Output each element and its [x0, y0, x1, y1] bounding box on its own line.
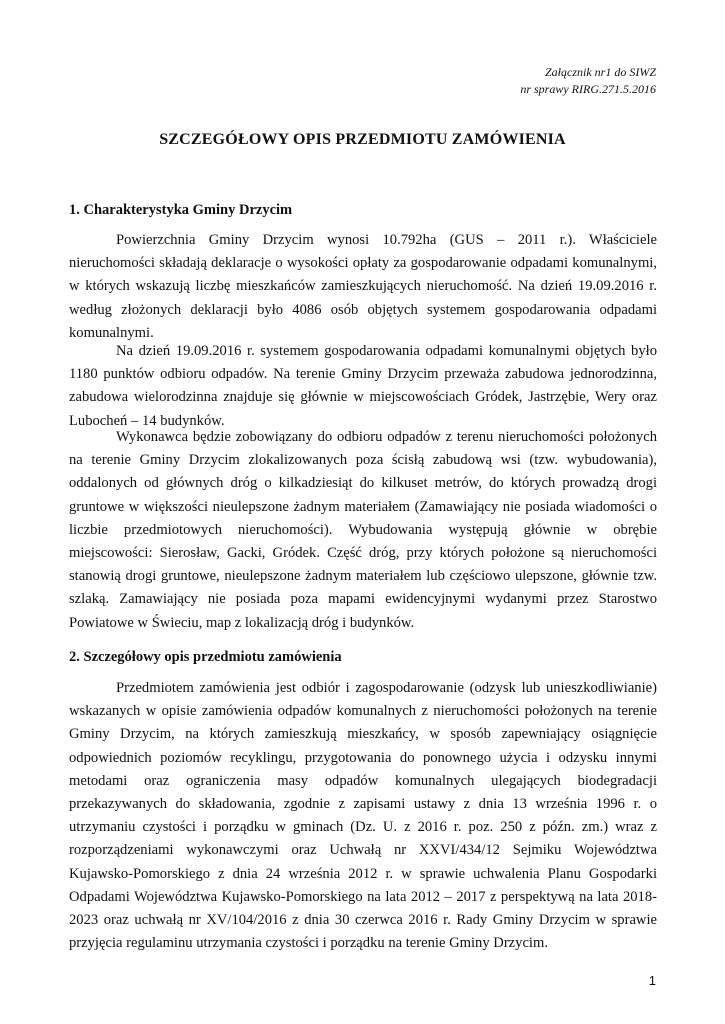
annex-line: Załącznik nr1 do SIWZ [545, 65, 656, 79]
section-2-paragraph-1: Przedmiotem zamówienia jest odbiór i zagospodarowanie (odzysk lub unieszkodliwianie) wskazanych w opisie zamówienia odpadów komunalnych z nieruchomości położonych na terenie Gminy Drzycim, na których zamieszkują mieszkańcy, w sposób zapewniający osiągnięcie odpowiednich poziomów recyklingu, przygotowania do ponownego użycia i odzysku innymi metodami oraz ograniczenia masy odpadów komunalnych ulegających biodegradacji przekazywanych do składowania, zgodnie z zapisami ustawy z dnia 13 września 1996 r. o utrzymaniu czystości i porządku w gminach (Dz. U. z 2016 r. poz. 250 z późn. zm.) wraz z rozporządzeniami wykonawczymi oraz Uchwałą nr XXVI/434/12 Sejmiku Województwa Kujawsko-Pomorskiego z dnia 24 września 2012 r. w sprawie uchwalenia Planu Gospodarki Odpadami Województwa Kujawsko-Pomorskiego na lata 2012 – 2017 z perspektywą na lata 2018-2023 oraz uchwałą nr XV/104/2016 z dnia 30 czerwca 2016 r. Rady Gminy Drzycim w sprawie przyjęcia regulaminu utrzymania czystości i porządku na terenie Gminy Drzycim. [69, 680, 657, 952]
section-1-paragraph-1: Powierzchnia Gminy Drzycim wynosi 10.792ha (GUS – 2011 r.). Właściciele nieruchomości składają deklaracje o wysokości opłaty za gospodarowanie odpadami komunalnymi, w których wskazują liczbę mieszkańców zamieszkujących nieruchomość. Na dzień 19.09.2016 r. według złożonych deklaracji było 4086 osób objętych systemem gospodarowania odpadami komunalnymi. [69, 232, 657, 341]
section-1-heading: 1. Charakterystyka Gminy Drzycim [69, 202, 293, 218]
section-2-heading: 2. Szczegółowy opis przedmiotu zamówienia [69, 649, 342, 665]
annex-reference [520, 64, 656, 98]
page-number: 1 [648, 973, 656, 988]
document-title: SZCZEGÓŁOWY OPIS PRZEDMIOTU ZAMÓWIENIA [159, 131, 566, 148]
section-1-paragraph-2: Na dzień 19.09.2016 r. systemem gospodarowania odpadami komunalnymi objętych było 1180 punktów odbioru odpadów. Na terenie Gminy Drzycim przeważa zabudowa jednorodzinna, zabudowa wielorodzinna znajduje się głównie w miejscowościach Gródek, Jastrzębie, Wery oraz Lubocheń – 14 budynków. [69, 343, 657, 429]
case-number-line: nr sprawy RIRG.271.5.2016 [520, 82, 656, 96]
section-1-paragraph-3: Wykonawca będzie zobowiązany do odbioru odpadów z terenu nieruchomości położonych na terenie Gminy Drzycim zlokalizowanych poza ścisłą zabudową wsi (tzw. wybudowania), oddalonych od głównych dróg o kilkadziesiąt do kilkuset metrów, do których prowadzą drogi gruntowe w większości nieulepszone żadnym materiałem (Zamawiający nie posiada wiadomości o liczbie przedmiotowych nieruchomości). Wybudowania występują głównie w obrębie miejscowości: Sierosław, Gacki, Gródek. Część dróg, przy których położone są nieruchomości stanowią drogi gruntowe, nieulepszone żadnym materiałem lub częściowo ulepszone, głównie tzw. szlaką. Zamawiający nie posiada poza mapami ewidencyjnymi wydanymi przez Starostwo Powiatowe w Świeciu, map z lokalizacją dróg i budynków. [69, 429, 657, 631]
